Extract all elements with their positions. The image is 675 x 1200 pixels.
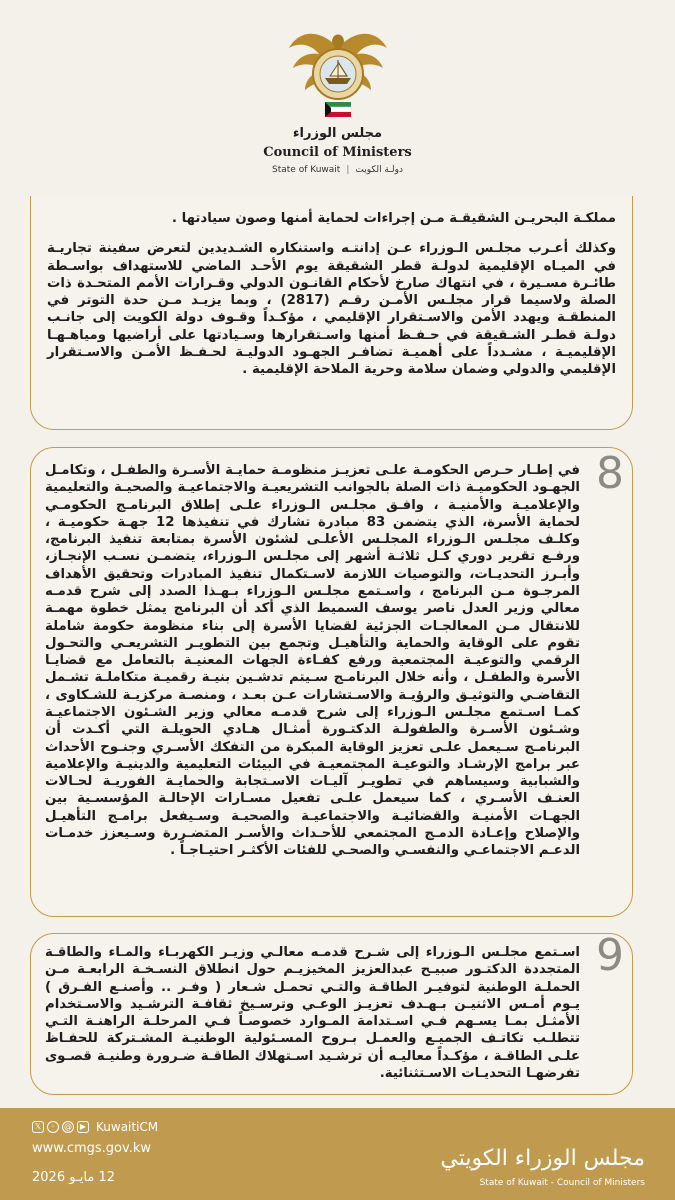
document-header <box>0 0 675 195</box>
website-link[interactable]: www.cmgs.gov.kw <box>32 1141 151 1156</box>
continuation-section-card <box>30 196 633 430</box>
section-9-number: 9 <box>596 930 624 981</box>
section-8-paragraph: في إطـار حـرص الحكومـة علـى تعزيـز منظومـة حمايـة الأسـرة والطفـل ، وتكامـل الجهـود الحكوميـة ذات الصلة بالجوانب التشريعيـة والاجتماعيـة والصحيـة والتعليمية والإعلاميـة والأمنيـة ، وافـق مجلـس الـوزراء علـى إطلاق البرنامـج الحكومـي لحماية الأسرة، الذي يتضمن 83 مبادرة تشارك في تنفيذها 12 جهـة حكوميـة ، وكلـف مجلـس الـوزراء المجلـس الأعلـى لشئون الأسرة بمتابعة تنفيذ البرنامج، ورفـع تقرير دوري كـل ثلاثـة أشهر إلى مجلـس الـوزراء، يتضمـن نسـب الإنجـاز، وأبـرز التحديـات، والتوصيات اللازمة لاسـتكمال تنفيذ المبادرات وتحقيق الأهداف المرجـوة مـن البرنامج ، واسـتمع مجلـس الـوزراء بـهـذا الصدد إلى شرح قدمـه معالي وزير العدل ناصر يوسف السميط الذي أكد أن البرنامج يمثل خطوة مهمـة للانتقال مـن المعالجـات الجزئية لقضايا الأسرة إلى بناء منظومة حكومة شاملة تقوم على الوقاية والحماية والتأهيـل وتجمع بين التطويـر التشريعـي والتحـول الرقمي والتوعيـة المجتمعية ورفع كفـاءة الجهات المعنيـة بالتعامل مع قضايـا الأسرة والطفـل ، وأنه خلال البرنامـج سـيتم تدشـين بنيـة رقميـة متكاملـة تشـمل التقاضـي والتوثيـق والرؤيـة والاسـتشارات عـن بعـد ، ومنصـة مركزيـة للشـكاوى ، كمـا اسـتمع مجلـس الـوزراء إلى شرح قدمـه معالي وزير الشـئون الاجتماعيـة وشـئون الأسـرة والطفولـة الدكتـورة أمثـال هـادي الحويلـة التي أكـدت أن البرنامـج سـيعمل علـى تعزيز الوقاية المبكرة من التفكك الأسـري وجنـوح الأحداث عبر برامج الإرشـاد والتوعيـة المجتمعيـة في البيئات التعليمية والدينيـة والإعلامية والشبابية وسيساهم في تطويـر آليـات الاسـتجابة والحمايـة الفوريـة لحـالات العنـف الأسـري ، كما سيعمل علـى تفعيل مسـارات الإحالـة المؤسسـية بين الجهـات الأمنيـة والقضائيـة والاجتماعيـة والصحيـة وسـيفعل برامـج التأهيـل والإصلاح وإعـادة الدمـج المجتمعي للأحـداث والأسـر المتضـررة وسـيعزز خدمـات الدعـم الاجتماعـي والنفسـي والصحـي للفئات الأكثـر احتيـاجـاً . <box>45 463 580 859</box>
section-9-paragraph: اسـتمع مجلـس الـوزراء إلى شـرح قدمـه معالـي وزيـر الكهربـاء والمـاء والطاقـة المتجددة الدكتـور صبيـح عبدالعزيز المخيزيـم حول انطلاق النسـخـة الرابعـة مـن الحملـة الوطنية لتوفيـر الطاقـة والتـي تحمـل شـعار ( وفـر .. وأصنـع الفـرق ) يـوم أمـس الاثنيـن بـهـدف تعزيـز الوعـي وترسـيخ ثقافـة الترشـيد والاسـتخدام الأمثـل بمـا يسـهم فـي اسـتدامة المـوارد خصوصـاً فـي المرحلـة الراهنـة التـي تتطلـب تكاتـف الجميـع والعمـل بـروح المسـئولية الوطنيـة المشـتركة للحفـاظ علـى الطاقـة ، مؤكـداً معاليـه أن ترشـيد اسـتهلاك الطاقـة ضـرورة وطنيـة قصـوى تفرضهـا التحديـات الاسـتثنائية. <box>45 945 580 1081</box>
section-8-number: 8 <box>596 448 624 499</box>
instagram-icon[interactable]: ◦ <box>47 1121 59 1133</box>
header-org-arabic: مجلس الوزراء <box>292 126 383 141</box>
x-icon[interactable]: 𝕏 <box>32 1121 44 1133</box>
header-state-english: State of Kuwait <box>272 165 341 175</box>
document-date: 12 مايـو 2026 <box>32 1170 115 1185</box>
social-handle[interactable]: KuwaitiCM <box>96 1120 159 1134</box>
header-state-arabic: دولـة الكويت <box>355 165 403 175</box>
continuation-paragraph-1: مملكـة البحريـن الشقيقـة مـن إجراءات لحماية أمنها وصون سيادتها . <box>171 211 616 226</box>
section-9-card <box>30 930 633 1095</box>
section-9-text <box>45 944 580 1082</box>
header-state-separator: | <box>346 165 350 175</box>
youtube-icon[interactable]: ▶ <box>77 1121 89 1133</box>
threads-icon[interactable]: @ <box>64 1122 72 1131</box>
kuwait-emblem-icon <box>285 8 391 120</box>
continuation-section-text <box>47 210 616 379</box>
footer-bar <box>0 1108 675 1200</box>
footer-org-arabic: مجلس الوزراء الكويتي <box>440 1146 645 1171</box>
social-links <box>32 1120 158 1134</box>
section-8-text <box>45 462 580 859</box>
header-state-line <box>0 165 675 175</box>
section-8-card <box>30 447 633 917</box>
continuation-paragraph-2: وكذلك أعـرب مجلـس الـوزراء عـن إدانتـه واستنكاره الشـديدين لتعرض سفينة تجاريـة في الميـاه الإقليمية لدولـة قطر الشقيقة يوم الأحـد الماضي للاستهداف بواسـطة طائـرة مسـيرة ، في انتهاك صارخ لأحكام القانـون الدولي وقـرارات الأمم المتحـدة ذات الصلة ولاسيما قرار مجلـس الأمـن رقـم (2817) ، وبما يزيـد مـن حدة التوتر في المنطقـة ويهدد الأمن والاسـتقرار الإقليمي ، مؤكـداً وقـوف دولة الكويت إلى جانـب دولـة قطـر الشـقيقة في حـفـظ أمنها واسـتقرارها وسـيادتها على أراضيها ومياهـهـا الإقليميـة ، مشـدداً على أهميـة تضافـر الجهـود الدوليـة لحـفـظ الأمـن والاسـتقرار الإقليمي والدولي وضمان سلامة وحرية الملاحة الإقليمية . <box>47 241 616 378</box>
header-org-english: Council of Ministers <box>263 145 412 160</box>
footer-org-english: State of Kuwait - Council of Ministers <box>479 1178 645 1188</box>
